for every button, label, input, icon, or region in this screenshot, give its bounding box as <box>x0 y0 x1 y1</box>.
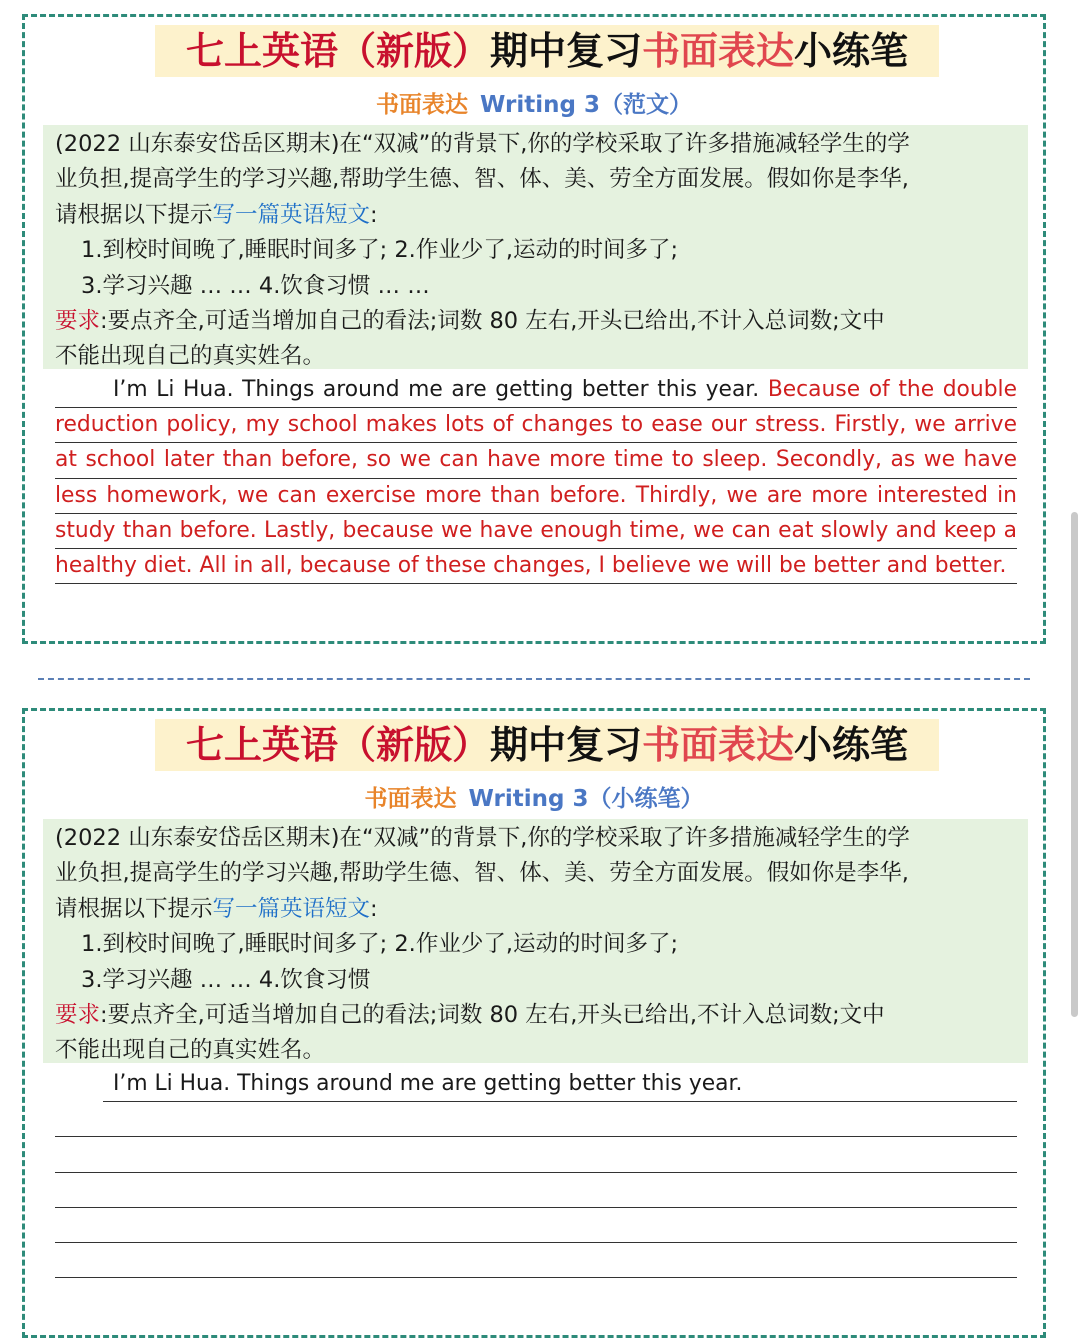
prompt-requirements <box>55 304 1028 339</box>
essay-opening: I’m Li Hua. Things around me are getting better this year. <box>113 377 768 402</box>
prompt-task-highlight: 写一篇英语短文 <box>212 201 371 228</box>
blank-writing-line[interactable] <box>55 1243 1017 1278</box>
title-part-grade: 七上英语（新版） <box>185 29 490 73</box>
prompt-line: (2022 山东泰安岱岳区期末)在“双减”的背景下,你的学校采取了许多措施减轻学生的学 <box>55 131 910 157</box>
essay-line <box>55 443 1017 478</box>
blank-writing-line[interactable] <box>55 1102 1017 1137</box>
essay-line <box>55 373 1017 408</box>
prompt-line: (2022 山东泰安岱岳区期末)在“双减”的背景下,你的学校采取了许多措施减轻学生的学 <box>55 825 910 851</box>
prompt-line <box>55 198 1028 233</box>
prompt-line: 业负担,提高学生的学习兴趣,帮助学生德、智、体、美、劳全方面发展。假如你是李华, <box>55 166 909 193</box>
requirements-text: :要点齐全,可适当增加自己的看法;词数 80 左右,开头已给出,不计入总词数;文中 <box>100 1002 885 1029</box>
prompt-colon: : <box>370 201 378 228</box>
title-part-review: 期中复习 <box>489 29 642 73</box>
prompt-line <box>55 892 1028 927</box>
prompt-requirements-cont: 不能出现自己的真实姓名。 <box>55 1037 326 1064</box>
title-part-writing: 书面表达 <box>642 723 795 767</box>
section-subtitle <box>25 783 1043 815</box>
essay-answer-text: less homework, we can exercise more than before. Thirdly, we are more interested in <box>55 482 1017 508</box>
essay-line <box>55 549 1017 584</box>
title-part-practice: 小练笔 <box>794 29 909 73</box>
practice-card <box>22 708 1046 1338</box>
scrollbar-thumb[interactable] <box>1071 512 1078 1017</box>
worksheet-title <box>155 719 939 771</box>
prompt-colon: : <box>370 895 378 922</box>
prompt-point: 1.到校时间晚了,睡眠时间多了; 2.作业少了,运动的时间多了; <box>81 237 679 264</box>
model-essay-card <box>22 14 1046 644</box>
model-essay <box>55 373 1017 584</box>
prompt-line: 业负担,提高学生的学习兴趣,帮助学生德、智、体、美、劳全方面发展。假如你是李华, <box>55 860 909 887</box>
essay-opening-line: I’m Li Hua. Things around me are getting better this year. <box>103 1067 1017 1102</box>
blank-writing-line[interactable] <box>55 1137 1017 1172</box>
prompt-requirements-cont: 不能出现自己的真实姓名。 <box>55 343 326 370</box>
subtitle-cn: 书面表达 <box>364 786 457 812</box>
requirements-text: :要点齐全,可适当增加自己的看法;词数 80 左右,开头已给出,不计入总词数;文中 <box>100 308 885 335</box>
essay-answer-text: healthy diet. All in all, because of these changes, I believe we will be better and better. <box>55 552 1007 578</box>
essay-answer-text: at school later than before, so we can have more time to sleep. Secondly, as we have <box>55 447 1017 473</box>
subtitle-en: Writing 3（小练笔） <box>468 786 704 812</box>
writing-prompt <box>43 819 1028 1063</box>
prompt-task-highlight: 写一篇英语短文 <box>212 895 371 922</box>
essay-answer-text: reduction policy, my school makes lots of changes to ease our stress. Firstly, we arrive <box>55 412 1017 438</box>
requirements-label: 要求 <box>55 1002 101 1029</box>
essay-answer-text: Because of the double <box>767 377 1017 402</box>
blank-writing-line[interactable] <box>55 1173 1017 1208</box>
prompt-point: 3.学习兴趣 … … 4.饮食习惯 <box>81 966 371 993</box>
blank-writing-line[interactable] <box>55 1208 1017 1243</box>
card-separator <box>38 678 1030 680</box>
title-part-review: 期中复习 <box>489 723 642 767</box>
prompt-point: 1.到校时间晚了,睡眠时间多了; 2.作业少了,运动的时间多了; <box>81 931 679 958</box>
prompt-requirements <box>55 998 1028 1033</box>
title-part-writing: 书面表达 <box>642 29 795 73</box>
subtitle-cn: 书面表达 <box>376 92 469 118</box>
section-subtitle <box>25 89 1043 121</box>
writing-prompt <box>43 125 1028 369</box>
subtitle-en: Writing 3（范文） <box>480 92 692 118</box>
prompt-point: 3.学习兴趣 … … 4.饮食习惯 … … <box>81 272 430 299</box>
title-part-practice: 小练笔 <box>794 723 909 767</box>
worksheet-title <box>155 25 939 77</box>
requirements-label: 要求 <box>55 308 101 335</box>
essay-line <box>55 479 1017 514</box>
practice-writing-area[interactable] <box>55 1067 1017 1278</box>
essay-line <box>55 408 1017 443</box>
essay-line <box>55 514 1017 549</box>
prompt-text: 请根据以下提示 <box>55 895 213 922</box>
prompt-text: 请根据以下提示 <box>55 201 213 228</box>
title-part-grade: 七上英语（新版） <box>185 723 490 767</box>
essay-answer-text: study than before. Lastly, because we have enough time, we can eat slowly and keep a <box>55 517 1017 543</box>
